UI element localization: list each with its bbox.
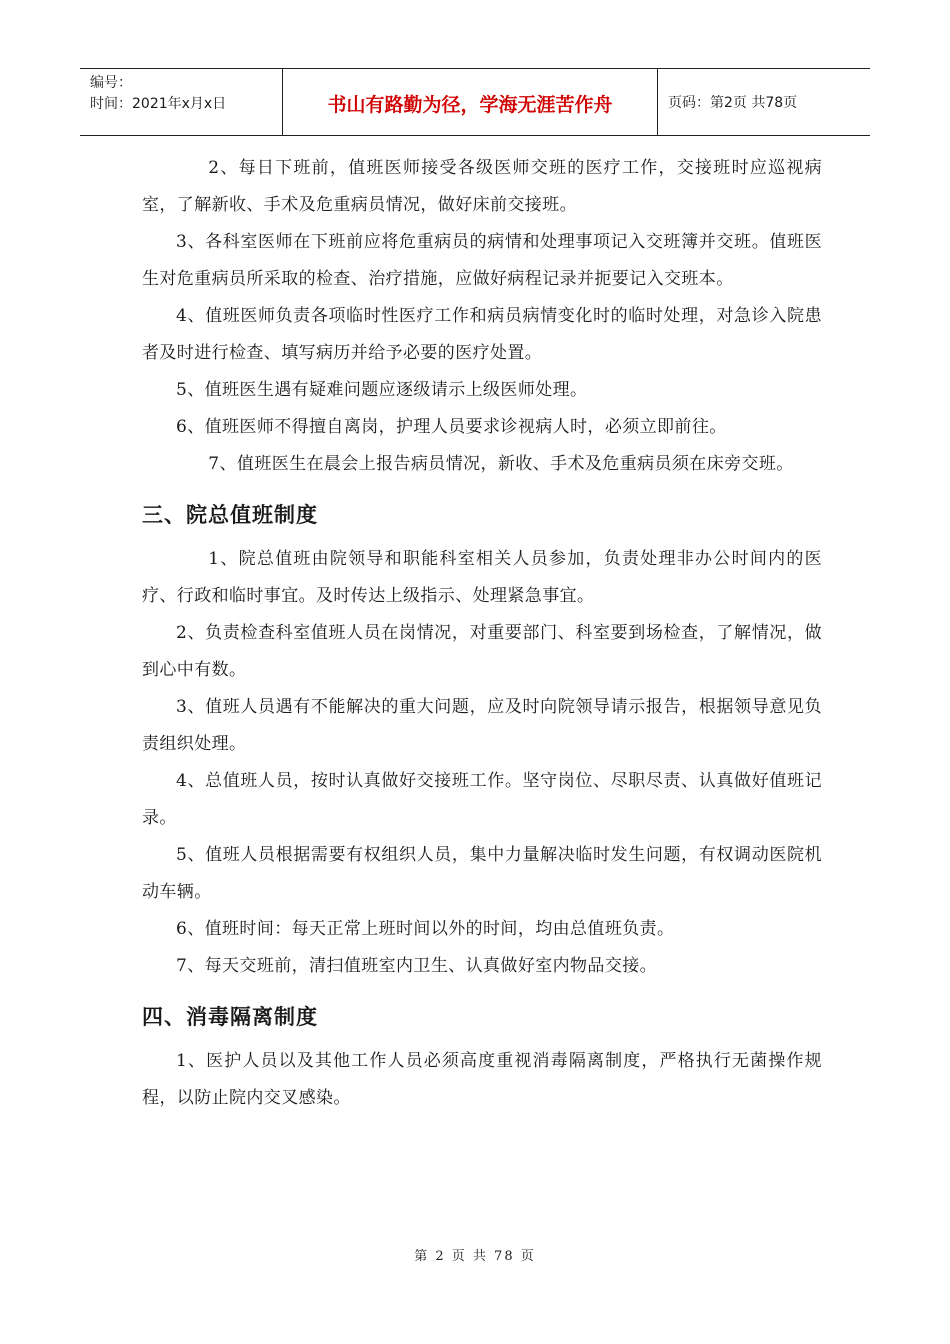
paragraph: 2、每日下班前，值班医师接受各级医师交班的医疗工作，交接班时应巡视病室，了解新收、手术及危重病员情况，做好床前交接班。 xyxy=(142,158,822,215)
page-header xyxy=(80,68,870,136)
section-heading: 四、消毒隔离制度 xyxy=(142,1004,318,1029)
paragraph: 2、负责检查科室值班人员在岗情况，对重要部门、科室要到场检查，了解情况，做到心中有数。 xyxy=(142,623,822,680)
paragraph: 6、值班医师不得擅自离岗，护理人员要求诊视病人时，必须立即前往。 xyxy=(176,417,727,437)
paragraph: 3、各科室医师在下班前应将危重病员的病情和处理事项记入交班簿并交班。值班医生对危重病员所采取的检查、治疗措施，应做好病程记录并扼要记入交班本。 xyxy=(142,232,822,289)
paragraph: 1、医护人员以及其他工作人员必须高度重视消毒隔离制度，严格执行无菌操作规程，以防止院内交叉感染。 xyxy=(142,1051,822,1108)
paragraph: 7、每天交班前，清扫值班室内卫生、认真做好室内物品交接。 xyxy=(176,956,658,976)
header-meta xyxy=(80,69,283,135)
header-number: 编号： xyxy=(90,75,132,91)
paragraph: 6、值班时间：每天正常上班时间以外的时间，均由总值班负责。 xyxy=(176,919,675,939)
page-footer: 第 2 页 共 78 页 xyxy=(414,1249,536,1264)
paragraph: 5、值班医生遇有疑难问题应逐级请示上级医师处理。 xyxy=(176,380,588,400)
paragraph: 4、值班医师负责各项临时性医疗工作和病员病情变化时的临时处理，对急诊入院患者及时进行检查、填写病历并给予必要的医疗处置。 xyxy=(142,306,822,363)
paragraph: 5、值班人员根据需要有权组织人员，集中力量解决临时发生问题，有权调动医院机动车辆。 xyxy=(142,845,822,902)
paragraph: 1、院总值班由院领导和职能科室相关人员参加，负责处理非办公时间内的医疗、行政和临时事宜。及时传达上级指示、处理紧急事宜。 xyxy=(142,549,822,606)
header-time: 时间：2021年x月x日 xyxy=(90,96,227,112)
paragraph: 3、值班人员遇有不能解决的重大问题，应及时向院领导请示报告，根据领导意见负责组织处理。 xyxy=(142,697,822,754)
header-page-info: 页码：第2页 共78页 xyxy=(668,95,798,111)
document-body xyxy=(142,150,822,1117)
section-heading: 三、院总值班制度 xyxy=(142,502,318,527)
header-motto: 书山有路勤为径，学海无涯苦作舟 xyxy=(283,69,658,135)
paragraph: 7、值班医生在晨会上报告病员情况，新收、手术及危重病员须在床旁交班。 xyxy=(208,454,794,474)
paragraph: 4、总值班人员，按时认真做好交接班工作。坚守岗位、尽职尽责、认真做好值班记录。 xyxy=(142,771,822,828)
